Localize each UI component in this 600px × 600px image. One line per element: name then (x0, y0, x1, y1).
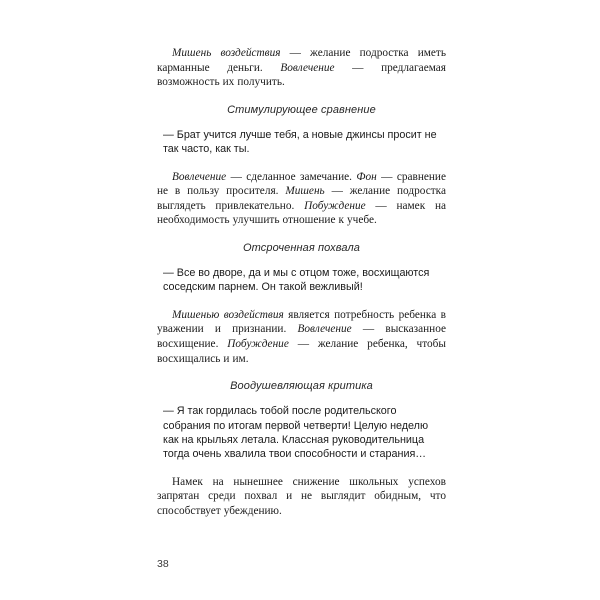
key-term: Вовлечение (297, 323, 352, 336)
quote-stimulating-comparison: — Брат учится лучше тебя, а новые джинсы просит не так часто, как ты. (163, 128, 437, 156)
paragraph-analysis-praise (157, 308, 446, 366)
key-term: Вовлечение (172, 170, 227, 183)
key-term: Побуждение (304, 199, 366, 212)
paragraph-analysis-comparison (157, 170, 446, 228)
body-text: — желание подростка иметь карманные деньги. (157, 47, 446, 74)
body-text: является потребность ребенка в уважении и признании. (157, 308, 446, 336)
paragraph-target-pocket-money (157, 46, 446, 90)
quote-inspiring-criticism: — Я так гордилась тобой после родительского собрания по итогам первой четверти! Целую неделю как на крыльях летала. Классная руководительница тогда очень хвалила твои способности и старания… (163, 405, 429, 461)
body-text: — желание подростка выглядеть привлекательно. (157, 185, 446, 212)
body-text: — высказанное восхищение. (157, 323, 446, 350)
heading-delayed-praise: Отсроченная похвала (243, 241, 360, 254)
quote-delayed-praise: — Все во дворе, да и мы с отцом тоже, восхищаются соседским парнем. Он такой вежливый! (163, 266, 430, 294)
body-text: Намек на нынешнее снижение школьных успехов запрятан среди похвал и не выглядит обидным, что способствует убеждению. (157, 475, 446, 517)
key-term: Вовлечение (280, 61, 335, 74)
key-term: Мишень воздействия (172, 47, 281, 59)
body-text: — предлагаемая возможность их получить. (157, 61, 446, 89)
heading-inspiring-criticism: Воодушевляющая критика (230, 380, 373, 393)
key-term: Мишенью воздействия (172, 308, 284, 321)
body-text: — намек на необходимость улучшить отношение к учебе. (157, 199, 447, 227)
paragraph-conclusion (157, 475, 446, 519)
page-number: 38 (157, 558, 169, 570)
body-text: — желание ребенка, чтобы восхищались и им. (157, 337, 446, 365)
text-column (157, 46, 446, 532)
key-term: Побуждение (227, 337, 289, 350)
key-term: Фон (356, 170, 377, 183)
body-text: — сравнение не в пользу просителя. (157, 170, 446, 198)
body-text: — сделанное замечание. (226, 170, 357, 183)
key-term: Мишень (285, 185, 325, 198)
heading-stimulating-comparison: Стимулирующее сравнение (227, 103, 376, 116)
